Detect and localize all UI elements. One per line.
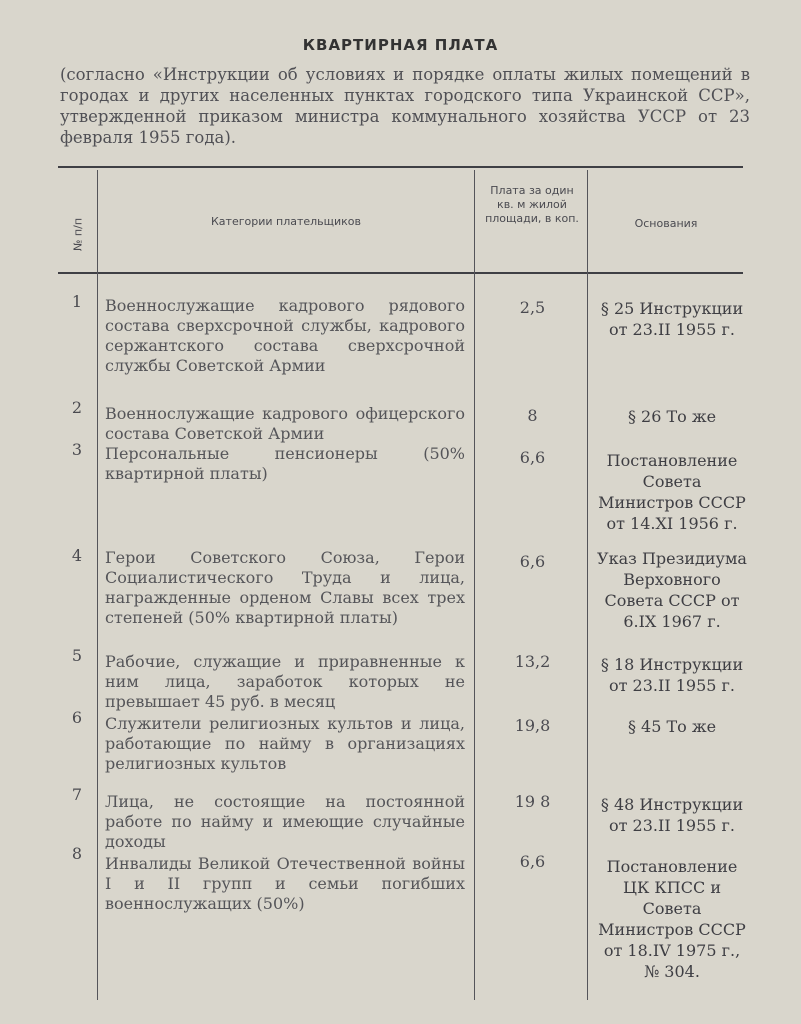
row-3-num: 3 — [71, 440, 83, 459]
row-5-num: 5 — [71, 646, 83, 665]
row-7-category: Лица, не состоящие на постоянной работе по найму и имеющие случайные доходы — [105, 792, 465, 851]
row-3-basis: Постановление Совета Министров СССР от 14.XI 1956 г. — [598, 451, 746, 533]
row-3-category: Персональные пенсионеры (50% квартирной платы) — [105, 444, 465, 483]
column-divider-2 — [474, 170, 475, 1000]
header-fee: Плата за один кв. м жилой площади, в коп. — [485, 184, 579, 225]
row-6-num: 6 — [71, 708, 83, 727]
row-8-num: 8 — [71, 844, 83, 863]
row-1-fee: 2,5 — [519, 298, 546, 317]
header-category: Категории плательщиков — [210, 215, 362, 228]
row-1-num: 1 — [71, 292, 83, 311]
row-1-category: Военнослужащие кадрового рядового состава сверхсрочной службы, кадрового сержантского состава сверхсрочной службы Советской Армии — [105, 296, 465, 375]
table-top-rule — [58, 166, 743, 168]
row-8-basis: Постановление ЦК КПСС и Совета Министров СССР от 18.IV 1975 г., № 304. — [598, 857, 746, 981]
row-2-num: 2 — [71, 398, 83, 417]
header-basis: Основания — [634, 217, 698, 230]
row-5-fee: 13,2 — [514, 652, 551, 671]
row-4-fee: 6,6 — [519, 552, 546, 571]
column-divider-1 — [97, 170, 98, 1000]
row-5-category: Рабочие, служащие и приравненные к ним лица, заработок которых не превышает 45 руб. в месяц — [105, 652, 465, 711]
row-4-category: Герои Советского Союза, Герои Социалистического Труда и лица, награжденные орденом Славы всех трех степеней (50% квартирной платы) — [105, 548, 465, 627]
row-7-num: 7 — [71, 785, 83, 804]
row-5-basis: § 18 Инструкции от 23.II 1955 г. — [600, 655, 744, 695]
row-3-fee: 6,6 — [519, 448, 546, 467]
column-divider-3 — [587, 170, 588, 1000]
row-7-basis: § 48 Инструкции от 23.II 1955 г. — [600, 795, 744, 835]
row-8-fee: 6,6 — [519, 852, 546, 871]
row-1-basis: § 25 Инструкции от 23.II 1955 г. — [600, 299, 744, 339]
page-title: КВАРТИРНАЯ ПЛАТА — [302, 36, 499, 54]
row-2-category: Военнослужащие кадрового офицерского состава Советской Армии — [105, 404, 465, 443]
table-header-rule — [58, 272, 743, 274]
row-7-fee: 19 8 — [514, 792, 551, 811]
row-6-category: Служители религиозных культов и лица, работающие по найму в организациях религиозных культов — [105, 714, 465, 773]
row-2-fee: 8 — [527, 406, 538, 425]
header-num: № п/п — [71, 217, 85, 252]
row-8-category: Инвалиды Великой Отечественной войны I и II групп и семьи погибших военнослужащих (50%) — [105, 854, 465, 913]
row-2-basis: § 26 То же — [627, 407, 717, 426]
row-6-basis: § 45 То же — [627, 717, 717, 736]
row-4-num: 4 — [71, 546, 83, 565]
row-6-fee: 19,8 — [514, 716, 551, 735]
page-subtitle: (согласно «Инструкции об условиях и порядке оплаты жилых помещений в городах и других населенных пунктах городского типа Украинской ССР», утвержденной приказом министра коммунального хозяйства УССР от 23 февраля 1955 года). — [60, 65, 750, 147]
row-4-basis: Указ Президиума Верховного Совета СССР от 6.IX 1967 г. — [597, 549, 747, 631]
